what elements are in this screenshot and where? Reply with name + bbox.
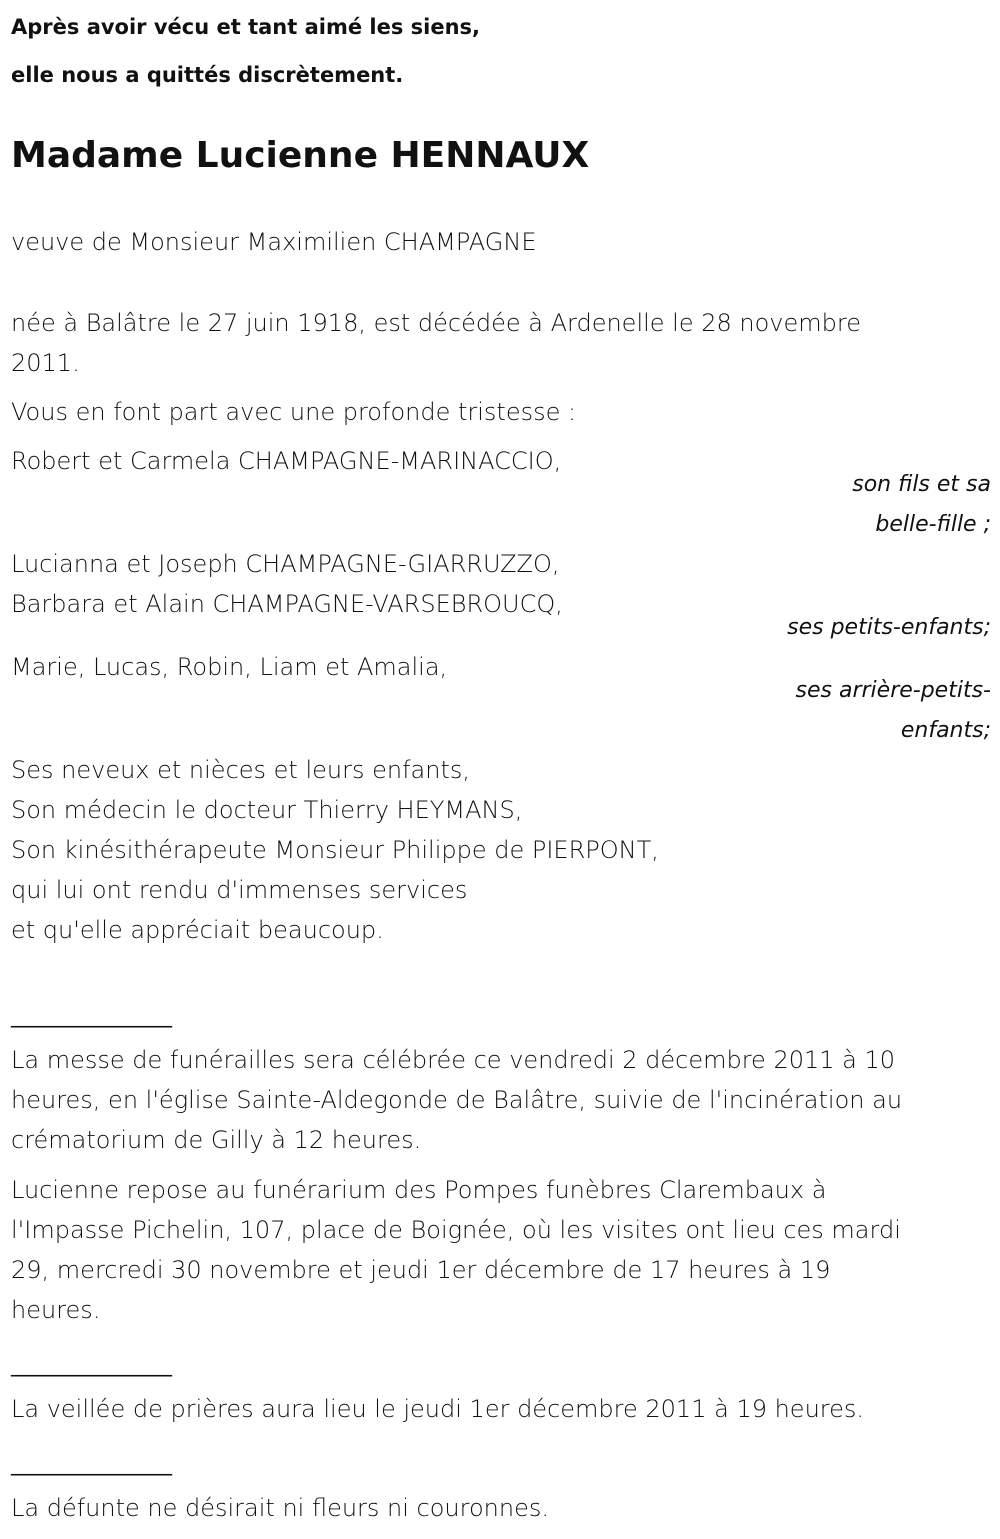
son-relation-line-1: son fils et sa xyxy=(852,472,991,497)
separator-3: ________________ xyxy=(11,1451,171,1476)
visitation-line-4: heures. xyxy=(11,1296,101,1324)
visitation-line-2: l'Impasse Pichelin, 107, place de Boignée, où les visites ont lieu ces mardi xyxy=(11,1216,901,1244)
son-names: Robert et Carmela CHAMPAGNE-MARINACCIO, xyxy=(11,447,562,475)
son-relation-line-2: belle-fille ; xyxy=(875,512,991,537)
separator-1: ________________ xyxy=(11,1003,171,1028)
great-relation-line-2: enfants; xyxy=(900,718,991,743)
intro-line-2: elle nous a quittés discrètement. xyxy=(11,63,404,87)
intro-line-1: Après avoir vécu et tant aimé les siens, xyxy=(11,15,481,39)
others-line-2: Son médecin le docteur Thierry HEYMANS, xyxy=(11,796,523,824)
others-line-1: Ses neveux et nièces et leurs enfants, xyxy=(11,756,470,784)
funeral-line-2: heures, en l'église Sainte-Aldegonde de Balâtre, suivie de l'incinération au xyxy=(11,1086,903,1114)
visitation-line-1: Lucienne repose au funérarium des Pompes funèbres Clarembaux à xyxy=(11,1176,827,1204)
announcement: Vous en font part avec une profonde tristesse : xyxy=(11,398,577,426)
birth-death-line-2: 2011. xyxy=(11,349,80,377)
widow-of: veuve de Monsieur Maximilien CHAMPAGNE xyxy=(11,228,537,256)
deceased-name: Madame Lucienne HENNAUX xyxy=(11,135,590,176)
separator-2: ________________ xyxy=(11,1352,171,1377)
grandchild-1: Lucianna et Joseph CHAMPAGNE-GIARRUZZO, xyxy=(11,550,560,578)
others-line-3: Son kinésithérapeute Monsieur Philippe de PIERPONT, xyxy=(11,836,659,864)
grandchild-2: Barbara et Alain CHAMPAGNE-VARSEBROUCQ, xyxy=(11,590,563,618)
vigil: La veillée de prières aura lieu le jeudi 1er décembre 2011 à 19 heures. xyxy=(11,1395,865,1423)
grandchildren-relation: ses petits-enfants; xyxy=(787,615,991,640)
others-line-4: qui lui ont rendu d'immenses services xyxy=(11,876,468,904)
great-relation-line-1: ses arrière-petits- xyxy=(795,678,991,703)
great-grandchildren: Marie, Lucas, Robin, Liam et Amalia, xyxy=(11,653,448,681)
flowers-note: La défunte ne désirait ni fleurs ni couronnes. xyxy=(11,1494,549,1522)
funeral-line-3: crématorium de Gilly à 12 heures. xyxy=(11,1126,422,1154)
others-line-5: et qu'elle appréciait beaucoup. xyxy=(11,916,384,944)
birth-death-line-1: née à Balâtre le 27 juin 1918, est décédée à Ardenelle le 28 novembre xyxy=(11,309,861,337)
visitation-line-3: 29, mercredi 30 novembre et jeudi 1er décembre de 17 heures à 19 xyxy=(11,1256,831,1284)
funeral-line-1: La messe de funérailles sera célébrée ce vendredi 2 décembre 2011 à 10 xyxy=(11,1046,896,1074)
